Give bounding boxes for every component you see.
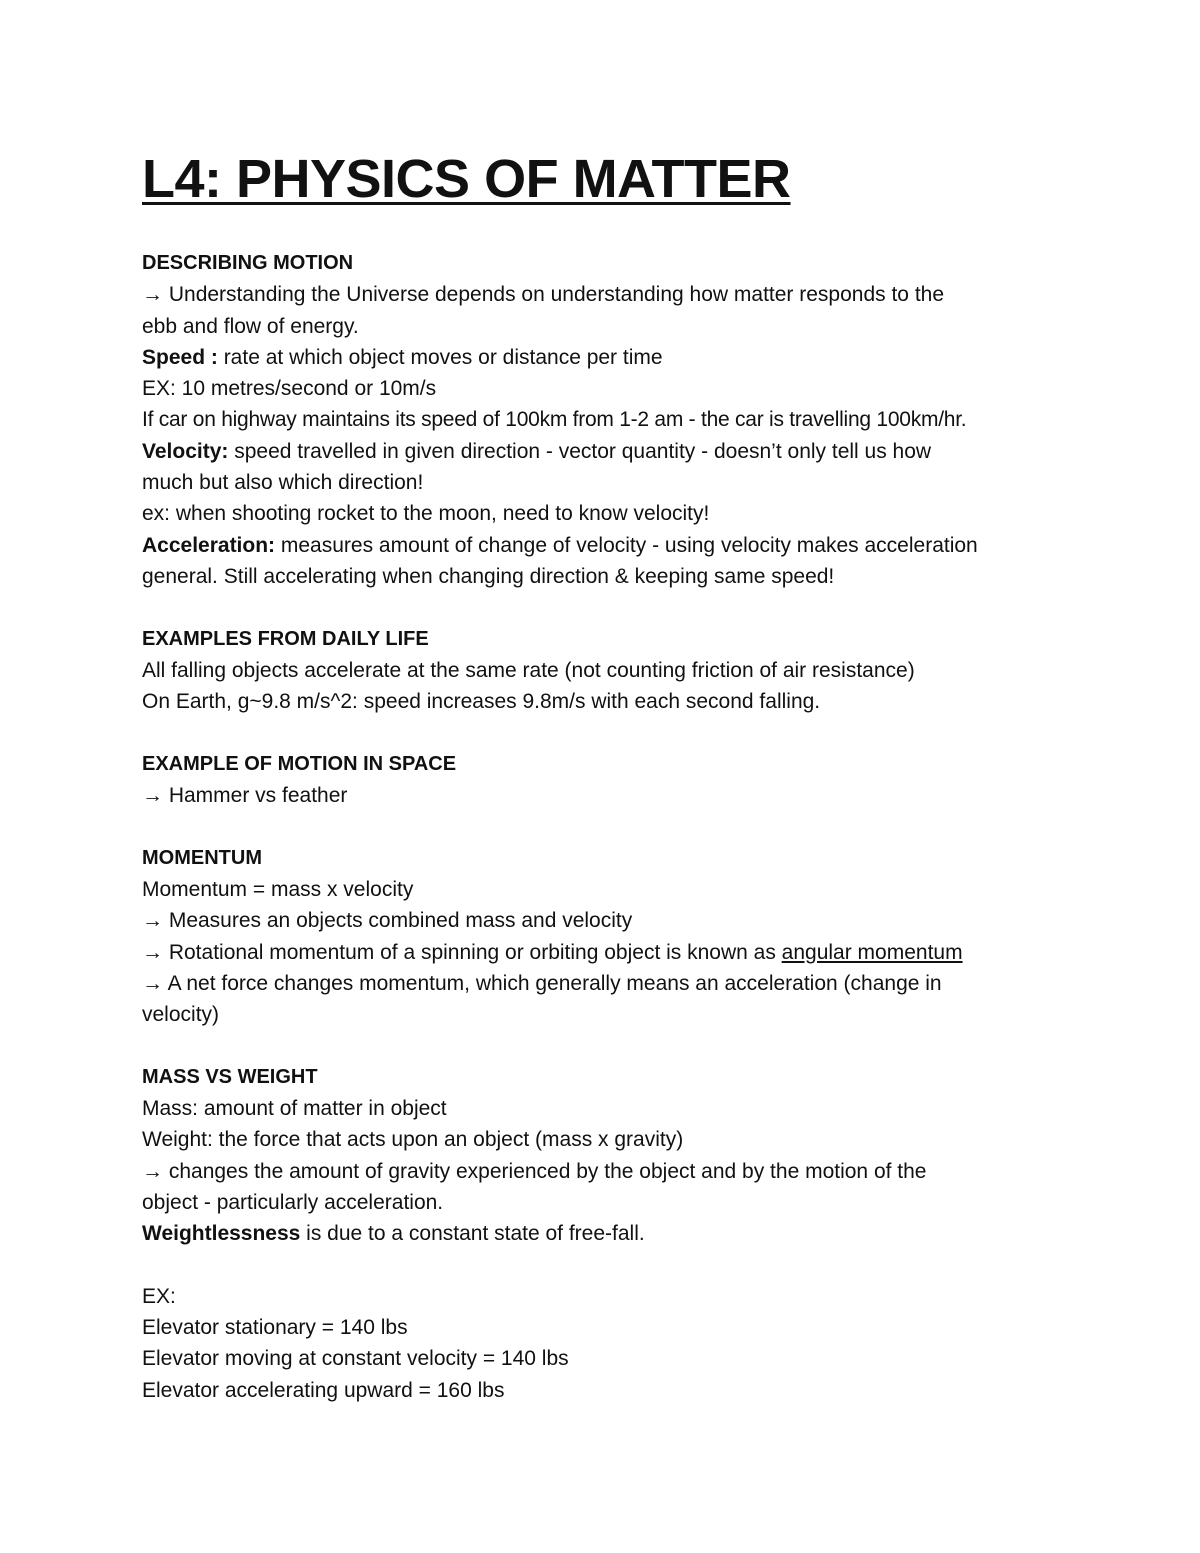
spacer [142, 1250, 1102, 1281]
section-motion-in-space [142, 749, 1102, 812]
page-title: L4: PHYSICS OF MATTER [142, 149, 791, 209]
section-heading: MOMENTUM [142, 846, 262, 869]
definition-weightlessness [142, 1218, 1102, 1249]
text-line: ex: when shooting rocket to the moon, need to know velocity! [142, 502, 710, 526]
term-velocity: Velocity: [142, 439, 229, 463]
definition-speed [142, 342, 1102, 373]
text-line [142, 780, 1102, 811]
text-line: Elevator stationary = 140 lbs [142, 1316, 408, 1340]
term-speed: Speed : [142, 345, 218, 369]
text-line: EX: 10 metres/second or 10m/s [142, 377, 437, 401]
text-line: Weight: the force that acts upon an object (mass x gravity) [142, 1128, 684, 1152]
text-span: Rotational momentum of a spinning or orbiting object is known as [163, 940, 782, 964]
text-line: Mass: amount of matter in object [142, 1097, 447, 1121]
text-span: Understanding the Universe depends on understanding how matter responds to the [168, 283, 945, 307]
term-acceleration: Acceleration: [142, 533, 276, 557]
text-line: much but also which direction! [142, 471, 424, 495]
definition-text: rate at which object moves or distance per time [217, 345, 663, 369]
text-line [142, 279, 1102, 310]
text-span: Hammer vs feather [163, 784, 348, 808]
section-heading: EXAMPLE OF MOTION IN SPACE [142, 752, 457, 775]
spacer [142, 592, 1102, 623]
text-line: general. Still accelerating when changing direction & keeping same speed! [142, 564, 835, 588]
definition-text: is due to a constant state of free-fall. [300, 1222, 645, 1246]
definition-text: speed travelled in given direction - vector quantity - doesn’t only tell us how [228, 439, 932, 463]
text-line: ebb and flow of energy. [142, 314, 359, 338]
arrow-icon: → [142, 940, 163, 964]
text-line: velocity) [142, 1003, 220, 1027]
text-line: All falling objects accelerate at the same rate (not counting friction of air resistance) [142, 658, 915, 682]
text-span: Measures an objects combined mass and velocity [163, 909, 633, 933]
arrow-icon: → [142, 971, 163, 995]
definition-text: measures amount of change of velocity - using velocity makes acceleration [275, 533, 978, 557]
text-line: Elevator accelerating upward = 160 lbs [142, 1378, 505, 1402]
text-line: Elevator moving at constant velocity = 140 lbs [142, 1347, 569, 1371]
section-heading: EXAMPLES FROM DAILY LIFE [142, 627, 429, 650]
spacer [142, 1030, 1102, 1061]
text-line [142, 1156, 1102, 1187]
section-heading: DESCRIBING MOTION [142, 252, 354, 274]
text-line: If car on highway maintains its speed of 100km from 1-2 am - the car is travelling 100km/hr. [142, 408, 967, 432]
text-line [142, 968, 1102, 999]
arrow-icon: → [142, 784, 163, 808]
arrow-icon: → [142, 283, 163, 307]
spacer [142, 811, 1102, 842]
section-mass-vs-weight [142, 1062, 1102, 1250]
section-examples-daily-life [142, 624, 1102, 718]
section-heading: MASS VS WEIGHT [142, 1065, 318, 1088]
section-momentum [142, 843, 1102, 1031]
document-page [142, 148, 1102, 1406]
text-line [142, 905, 1102, 936]
term-weightlessness: Weightlessness [142, 1222, 301, 1246]
text-line: EX: [142, 1284, 176, 1308]
text-line: object - particularly acceleration. [142, 1190, 444, 1214]
text-line [142, 937, 1102, 968]
spacer [142, 717, 1102, 748]
text-span: A net force changes momentum, which generally means an acceleration (change in [163, 971, 942, 995]
text-line: On Earth, g~9.8 m/s^2: speed increases 9.8m/s with each second falling. [142, 690, 821, 714]
section-elevator-example [142, 1281, 1102, 1406]
definition-velocity [142, 436, 1102, 467]
section-describing-motion [142, 248, 1102, 592]
term-angular-momentum: angular momentum [781, 940, 963, 964]
definition-acceleration [142, 530, 1102, 561]
arrow-icon: → [142, 909, 163, 933]
text-line: Momentum = mass x velocity [142, 877, 414, 901]
arrow-icon: → [142, 1159, 163, 1183]
text-span: changes the amount of gravity experienced by the object and by the motion of the [163, 1159, 927, 1183]
